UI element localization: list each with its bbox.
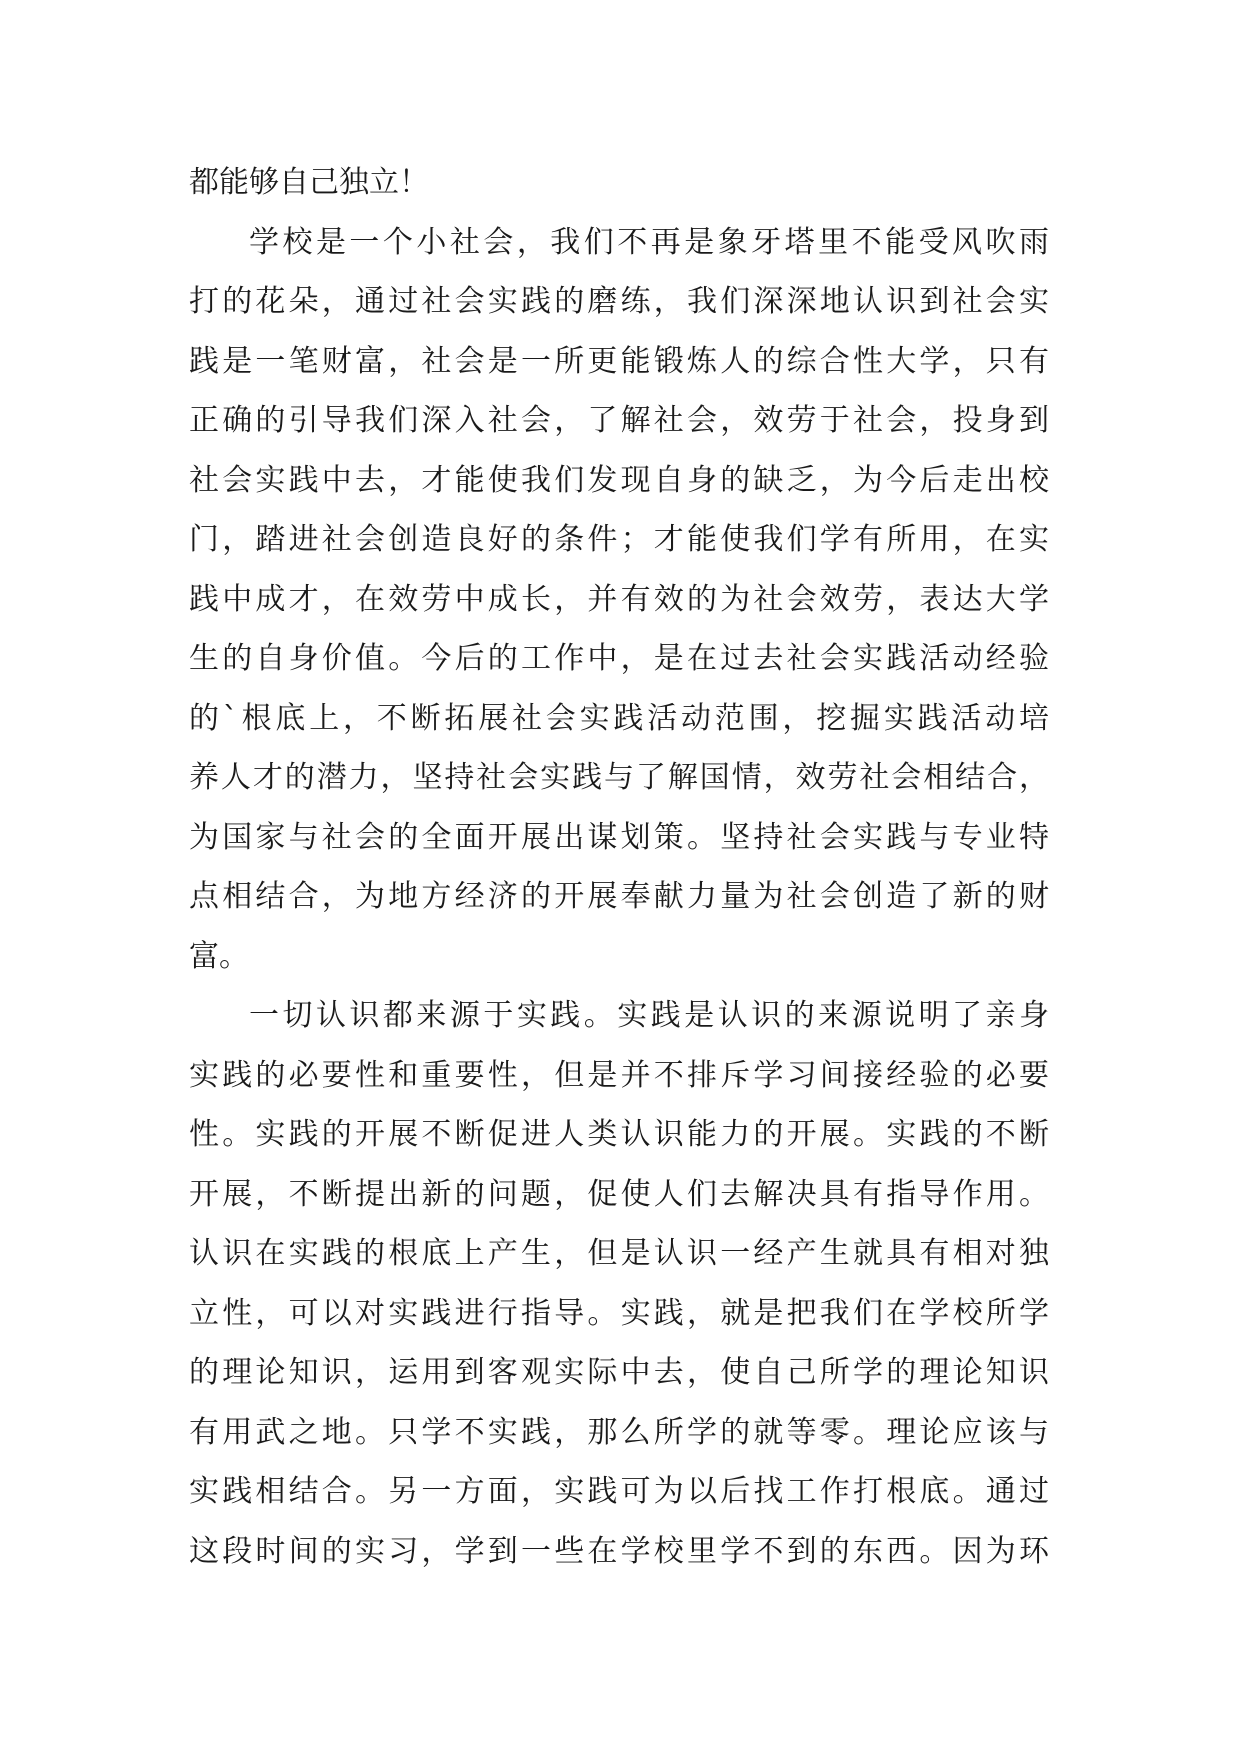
text-line: 的`根底上，不断拓展社会实践活动范围，挖掘实践活动培: [189, 700, 1049, 736]
text-line: 认识在实践的根底上产生，但是认识一经产生就具有相对独: [189, 1236, 1049, 1271]
text-line: 实践的必要性和重要性，但是并不排斥学习间接经验的必要: [189, 1057, 1049, 1093]
text-line: 实践相结合。另一方面，实践可为以后找工作打根底。通过: [189, 1474, 1049, 1509]
text-line: 门，踏进社会创造良好的条件；才能使我们学有所用，在实: [189, 522, 1049, 557]
text-line: 养人才的潜力，坚持社会实践与了解国情，效劳社会相结合，: [189, 760, 1049, 795]
text-line: 践是一笔财富，社会是一所更能锻炼人的综合性大学，只有: [189, 343, 1049, 379]
text-line: 打的花朵，通过社会实践的磨练，我们深深地认识到社会实: [189, 284, 1049, 319]
text-line: 这段时间的实习，学到一些在学校里学不到的东西。因为环: [189, 1533, 1049, 1569]
text-line: 践中成才，在效劳中成长，并有效的为社会效劳，表达大学: [189, 581, 1049, 617]
text-line: 有用武之地。只学不实践，那么所学的就等零。理论应该与: [189, 1414, 1049, 1450]
text-line: 社会实践中去，才能使我们发现自身的缺乏，为今后走出校: [189, 462, 1049, 498]
text-line: 点相结合，为地方经济的开展奉献力量为社会创造了新的财: [189, 879, 1049, 914]
text-line: 生的自身价值。今后的工作中，是在过去社会实践活动经验: [189, 641, 1049, 676]
text-line: 的理论知识，运用到客观实际中去，使自己所学的理论知识: [189, 1355, 1049, 1390]
text-line: 立性，可以对实践进行指导。实践，就是把我们在学校所学: [189, 1295, 1049, 1331]
text-line: 为国家与社会的全面开展出谋划策。坚持社会实践与专业特: [189, 819, 1049, 855]
body-text: [189, 161, 1049, 1589]
text-line: 学校是一个小社会，我们不再是象牙塔里不能受风吹雨: [249, 224, 1049, 260]
text-line: 开展，不断提出新的问题，促使人们去解决具有指导作用。: [189, 1176, 1049, 1212]
text-line: 正确的引导我们深入社会，了解社会，效劳于社会，投身到: [189, 403, 1049, 438]
text-line: 都能够自己独立！: [189, 165, 429, 200]
text-line: 性。实践的开展不断促进人类认识能力的开展。实践的不断: [189, 1117, 1049, 1152]
text-line: 富。: [189, 938, 249, 974]
text-line: 一切认识都来源于实践。实践是认识的来源说明了亲身: [249, 998, 1049, 1033]
